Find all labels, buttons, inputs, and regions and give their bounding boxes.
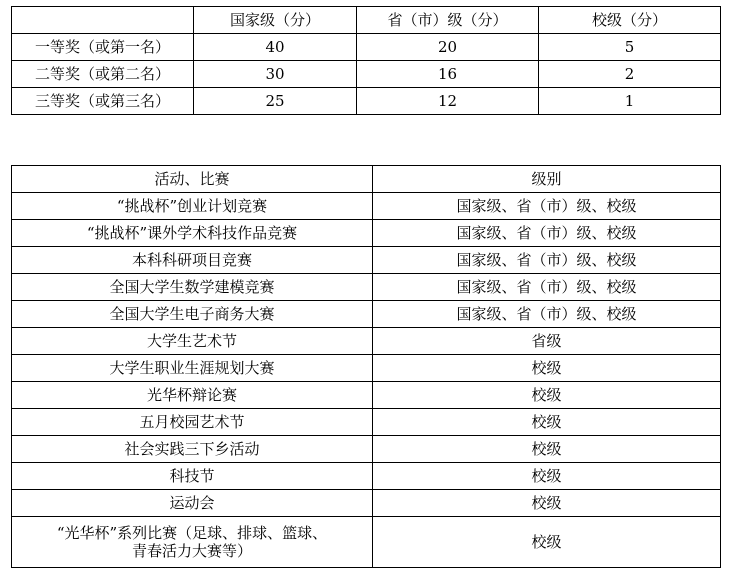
activity-cell: 大学生艺术节 bbox=[12, 328, 373, 355]
activity-cell: “挑战杯”课外学术科技作品竞赛 bbox=[12, 220, 373, 247]
table-header-row bbox=[12, 166, 721, 193]
activity-cell: 本科科研项目竞赛 bbox=[12, 247, 373, 274]
award-name-cell: 三等奖（或第三名） bbox=[12, 88, 194, 115]
header-cell-level: 级别 bbox=[373, 166, 721, 193]
level-cell: 国家级、省（市）级、校级 bbox=[373, 247, 721, 274]
level-cell: 校级 bbox=[373, 436, 721, 463]
school-points-cell: 5 bbox=[539, 34, 721, 61]
table-row bbox=[12, 490, 721, 517]
level-cell: 国家级、省（市）级、校级 bbox=[373, 220, 721, 247]
level-cell: 国家级、省（市）级、校级 bbox=[373, 301, 721, 328]
national-points-cell: 40 bbox=[194, 34, 357, 61]
award-points-table bbox=[11, 6, 721, 115]
level-cell: 国家级、省（市）级、校级 bbox=[373, 193, 721, 220]
table-row bbox=[12, 328, 721, 355]
level-cell: 校级 bbox=[373, 463, 721, 490]
activity-cell: 全国大学生电子商务大赛 bbox=[12, 301, 373, 328]
table-row bbox=[12, 193, 721, 220]
header-cell-national: 国家级（分） bbox=[194, 7, 357, 34]
table-row bbox=[12, 436, 721, 463]
table-row bbox=[12, 61, 721, 88]
table-row bbox=[12, 34, 721, 61]
table-row bbox=[12, 274, 721, 301]
table-row bbox=[12, 355, 721, 382]
table-row bbox=[12, 220, 721, 247]
header-cell-school: 校级（分） bbox=[539, 7, 721, 34]
table-row bbox=[12, 382, 721, 409]
activity-cell: 运动会 bbox=[12, 490, 373, 517]
national-points-cell: 25 bbox=[194, 88, 357, 115]
table-row bbox=[12, 247, 721, 274]
activity-line: “光华杯”系列比赛（足球、排球、篮球、 bbox=[56, 524, 328, 542]
activity-cell: 科技节 bbox=[12, 463, 373, 490]
table-row bbox=[12, 301, 721, 328]
header-cell-award bbox=[12, 7, 194, 34]
activity-cell: 社会实践三下乡活动 bbox=[12, 436, 373, 463]
table-row bbox=[12, 463, 721, 490]
level-cell: 省级 bbox=[373, 328, 721, 355]
award-name-cell: 二等奖（或第二名） bbox=[12, 61, 194, 88]
level-cell: 校级 bbox=[373, 382, 721, 409]
level-cell: 校级 bbox=[373, 517, 721, 568]
table-header-row bbox=[12, 7, 721, 34]
provincial-points-cell: 16 bbox=[357, 61, 539, 88]
national-points-cell: 30 bbox=[194, 61, 357, 88]
school-points-cell: 1 bbox=[539, 88, 721, 115]
table-row bbox=[12, 517, 721, 568]
table-row bbox=[12, 88, 721, 115]
activity-cell: 光华杯辩论赛 bbox=[12, 382, 373, 409]
table-row bbox=[12, 409, 721, 436]
activity-cell: 五月校园艺术节 bbox=[12, 409, 373, 436]
header-cell-activity: 活动、比赛 bbox=[12, 166, 373, 193]
activity-cell: 大学生职业生涯规划大赛 bbox=[12, 355, 373, 382]
provincial-points-cell: 20 bbox=[357, 34, 539, 61]
activity-cell: 全国大学生数学建模竞赛 bbox=[12, 274, 373, 301]
activity-cell bbox=[12, 517, 373, 568]
activity-cell: “挑战杯”创业计划竞赛 bbox=[12, 193, 373, 220]
activity-level-table bbox=[11, 165, 721, 568]
level-cell: 国家级、省（市）级、校级 bbox=[373, 274, 721, 301]
level-cell: 校级 bbox=[373, 355, 721, 382]
level-cell: 校级 bbox=[373, 409, 721, 436]
header-cell-provincial: 省（市）级（分） bbox=[357, 7, 539, 34]
provincial-points-cell: 12 bbox=[357, 88, 539, 115]
activity-line: 青春活力大赛等） bbox=[131, 542, 252, 560]
school-points-cell: 2 bbox=[539, 61, 721, 88]
award-name-cell: 一等奖（或第一名） bbox=[12, 34, 194, 61]
level-cell: 校级 bbox=[373, 490, 721, 517]
